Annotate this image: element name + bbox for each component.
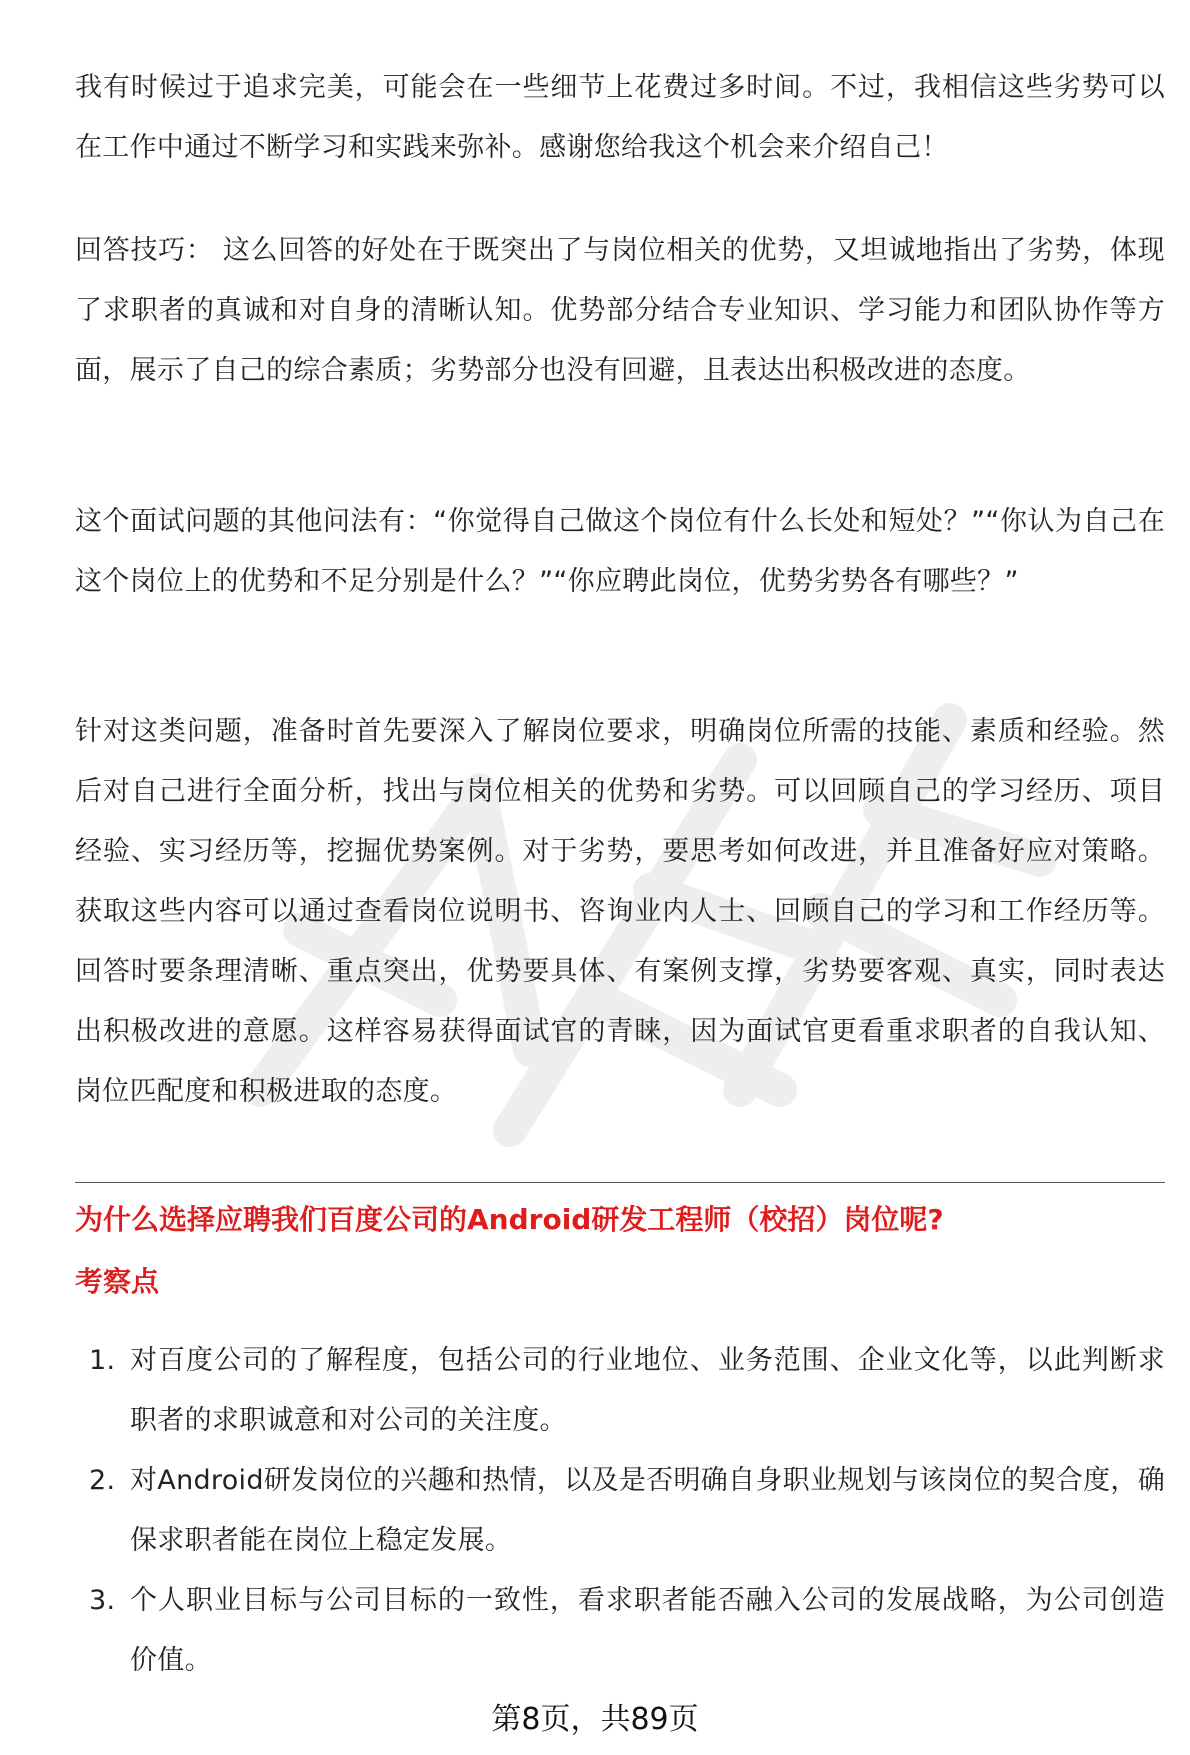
question-title: 为什么选择应聘我们百度公司的Android研发工程师（校招）岗位呢? [75,1203,944,1236]
list-item-text: 对Android研发岗位的兴趣和热情，以及是否明确自身职业规划与该岗位的契合度，确保求职者能在岗位上稳定发展。 [130,1465,1165,1556]
list-item-text: 个人职业目标与公司目标的一致性，看求职者能否融入公司的发展战略，为公司创造价值。 [130,1585,1165,1676]
list-item-number: 3. [89,1585,116,1616]
list-item-text: 对百度公司的了解程度，包括公司的行业地位、业务范围、企业文化等，以此判断求职者的求职诚意和对公司的关注度。 [130,1345,1165,1436]
list-item-number: 1. [89,1345,116,1376]
paragraph-weakness: 我有时候过于追求完美，可能会在一些细节上花费过多时间。不过，我相信这些劣势可以在工作中通过不断学习和实践来弥补。感谢您给我这个机会来介绍自己！ [75,72,1165,163]
list-item-number: 2. [89,1465,116,1496]
list-item [75,1451,1165,1571]
paragraph-answer-tips: 回答技巧： 这么回答的好处在于既突出了与岗位相关的优势，又坦诚地指出了劣势，体现了求职者的真诚和对自身的清晰认知。优势部分结合专业知识、学习能力和团队协作等方面，展示了自己的综合素质；劣势部分也没有回避，且表达出积极改进的态度。 [75,235,1165,386]
paragraph-preparation: 针对这类问题，准备时首先要深入了解岗位要求，明确岗位所需的技能、素质和经验。然后对自己进行全面分析，找出与岗位相关的优势和劣势。可以回顾自己的学习经历、项目经验、实习经历等，挖掘优势案例。对于劣势，要思考如何改进，并且准备好应对策略。获取这些内容可以通过查看岗位说明书、咨询业内人士、回顾自己的学习和工作经历等。回答时要条理清晰、重点突出，优势要具体、有案例支撑，劣势要客观、真实，同时表达出积极改进的意愿。这样容易获得面试官的青睐，因为面试官更看重求职者的自我认知、岗位匹配度和积极进取的态度。 [75,716,1165,1107]
section-divider [75,1182,1165,1183]
question-subtitle: 考察点 [75,1265,160,1298]
list-item [75,1331,1165,1451]
assessment-points-list [75,1331,1165,1691]
list-item [75,1571,1165,1691]
page-number: 第8页，共89页 [491,1702,699,1737]
paragraph-alt-questions: 这个面试问题的其他问法有：“你觉得自己做这个岗位有什么长处和短处？”“你认为自己在这个岗位上的优势和不足分别是什么？”“你应聘此岗位，优势劣势各有哪些？” [75,506,1165,597]
